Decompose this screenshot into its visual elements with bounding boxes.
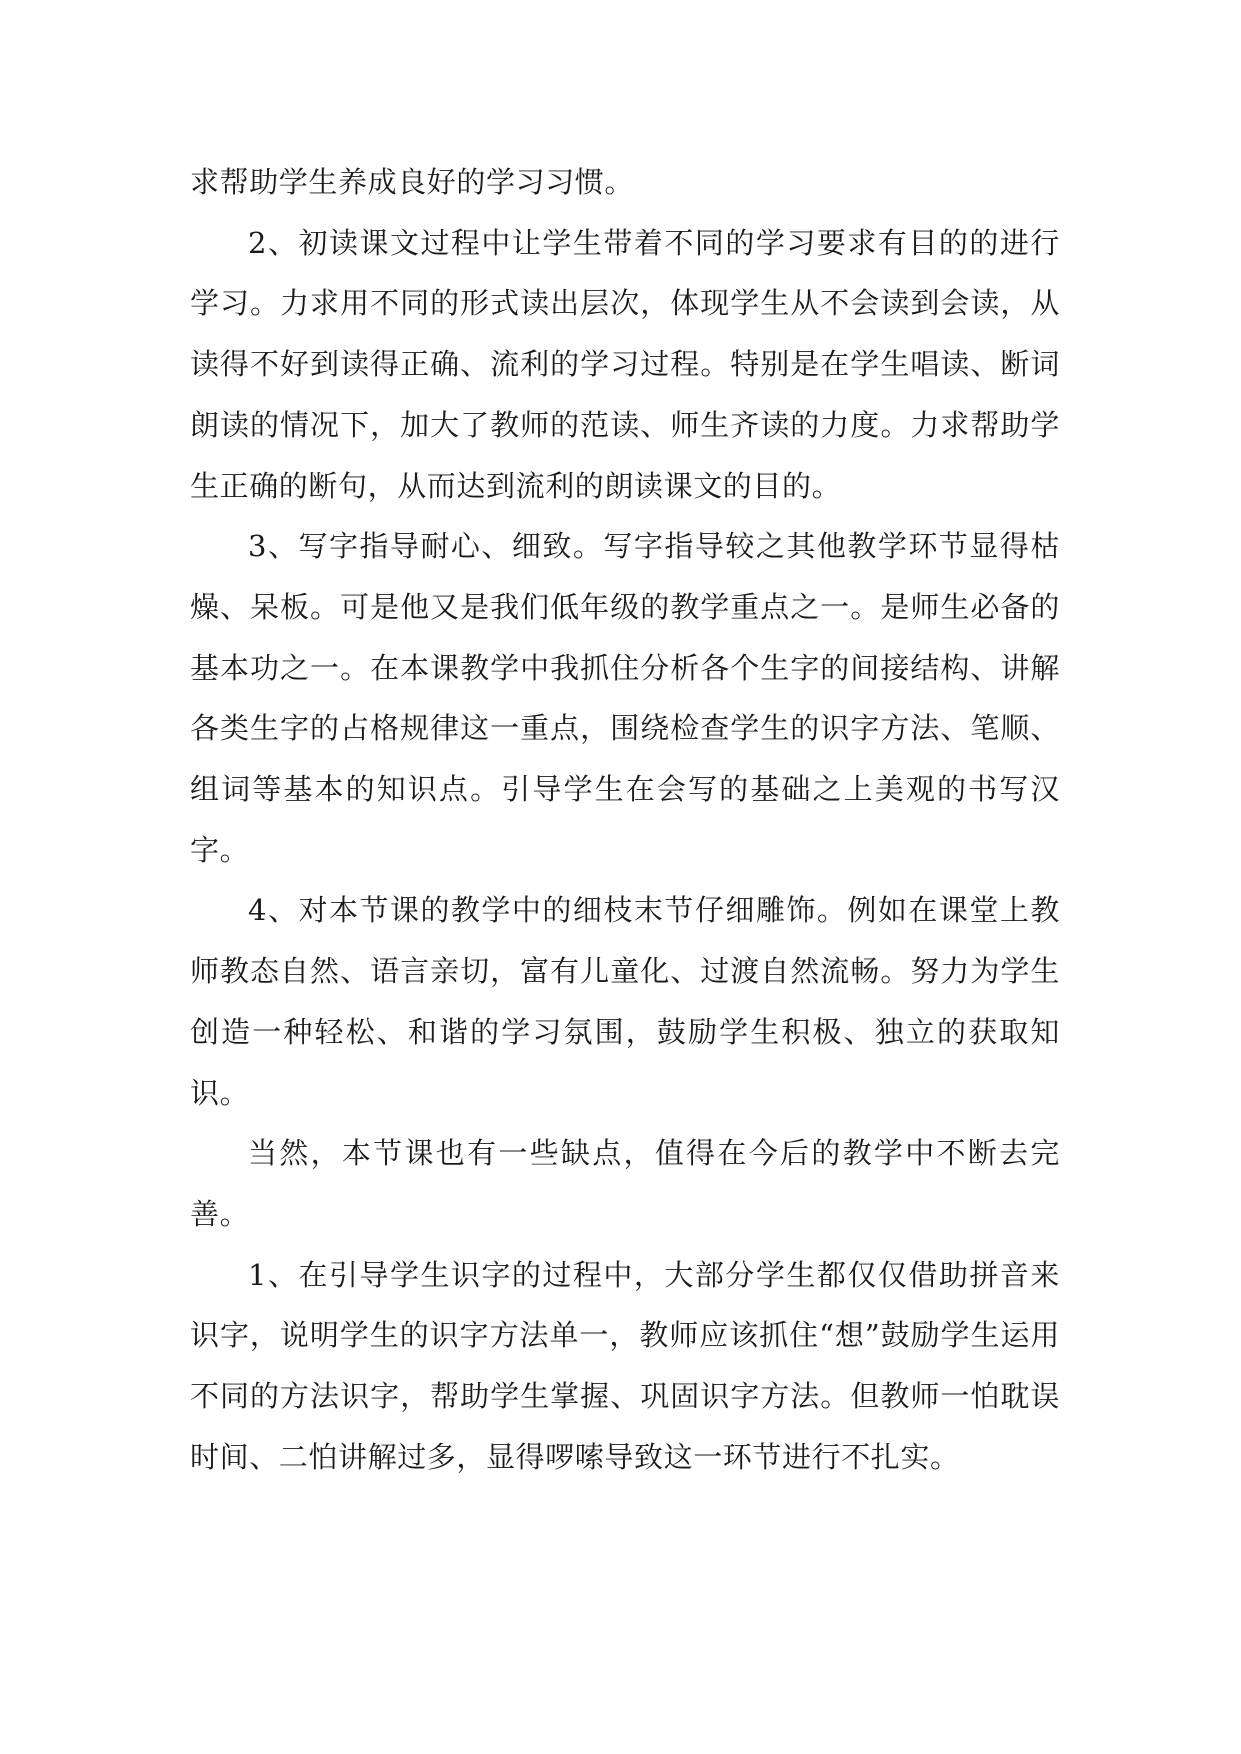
document-body: [190, 152, 1060, 1487]
paragraph-item-3: 3、写字指导耐心、细致。写字指导较之其他教学环节显得枯燥、呆板。可是他又是我们低年级的教学重点之一。是师生必备的基本功之一。在本课教学中我抓住分析各个生字的间接结构、讲解各类生字的占格规律这一重点，围绕检查学生的识字方法、笔顺、组词等基本的知识点。引导学生在会写的基础之上美观的书写汉字。: [190, 529, 1060, 867]
paragraph-shortcomings-intro: 当然，本节课也有一些缺点，值得在今后的教学中不断去完善。: [190, 1136, 1060, 1231]
paragraph-continuation: 求帮助学生养成良好的学习习惯。: [190, 165, 635, 199]
paragraph-item-4: 4、对本节课的教学中的细枝末节仔细雕饰。例如在课堂上教师教态自然、语言亲切，富有儿童化、过渡自然流畅。努力为学生创造一种轻松、和谐的学习氛围，鼓励学生积极、独立的获取知识。: [190, 893, 1060, 1110]
paragraph-item-2: 2、初读课文过程中让学生带着不同的学习要求有目的的进行学习。力求用不同的形式读出层次，体现学生从不会读到会读，从读得不好到读得正确、流利的学习过程。特别是在学生唱读、断词朗读的情况下，加大了教师的范读、师生齐读的力度。力求帮助学生正确的断句，从而达到流利的朗读课文的目的。: [190, 225, 1060, 503]
paragraph-shortcoming-1: 1、在引导学生识字的过程中，大部分学生都仅仅借助拼音来识字，说明学生的识字方法单一，教师应该抓住“想”鼓励学生运用不同的方法识字，帮助学生掌握、巩固识字方法。但教师一怕耽误时间、二怕讲解过多，显得啰嗦导致这一环节进行不扎实。: [190, 1257, 1060, 1474]
